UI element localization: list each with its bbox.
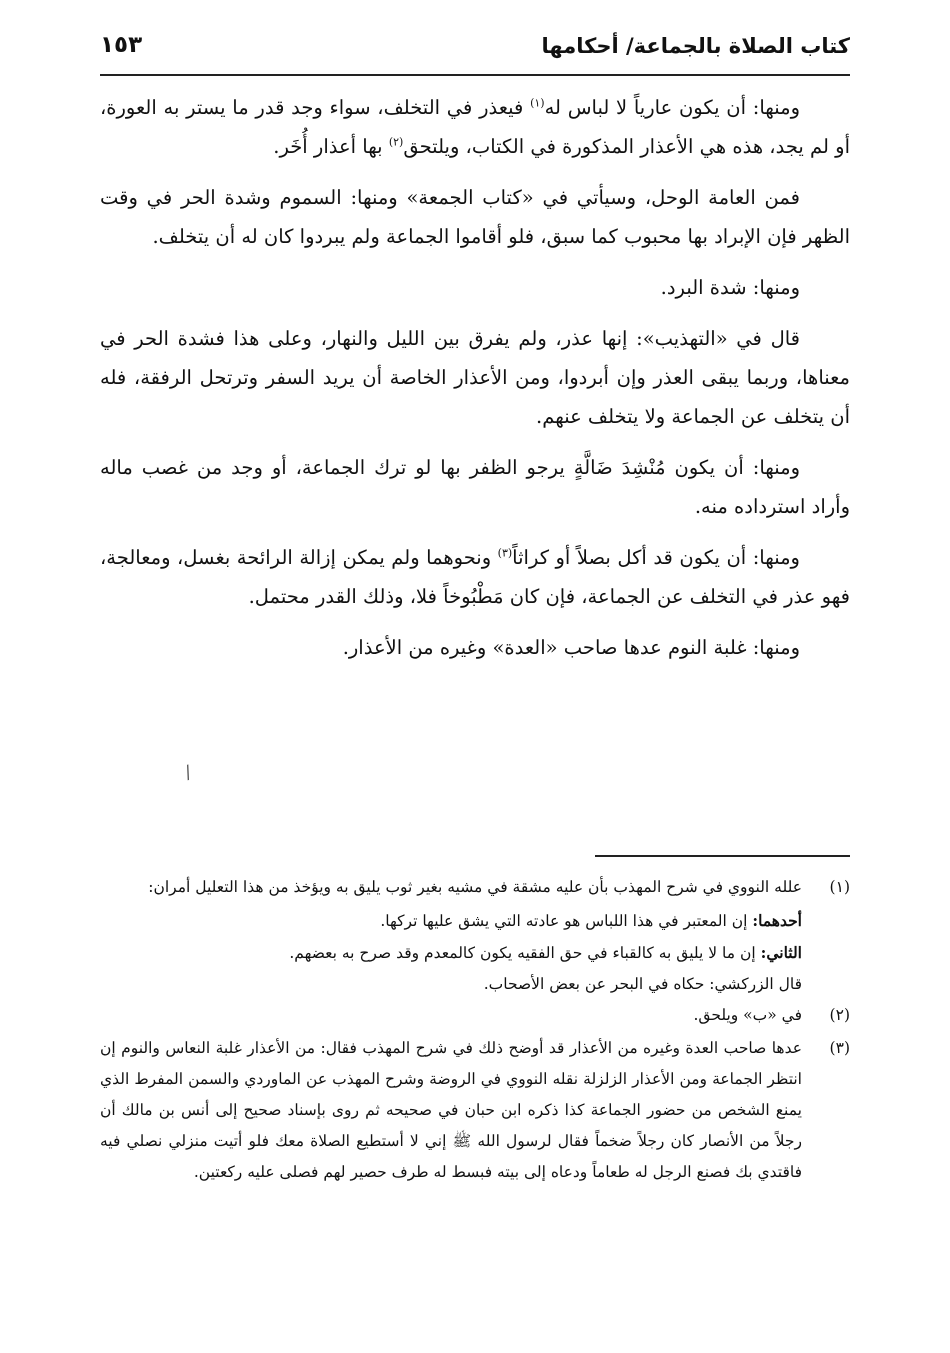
paragraph-text: بها أعذار أُخَر. [273,135,389,158]
footnote-number: (٢) [829,1006,850,1024]
paragraph-tahdhib: قال في «التهذيب»: إنها عذر، ولم يفرق بين الليل والنهار، وعلى هذا فشدة الحر في معناها، وربما يبقى العذر وإن أبردوا، ومن الأعذار الخاصة أن يريد السفر وترتحل الرفقة، فله أن يتخلف عن الجماعة ولا يتخلف عنهم. [100,327,850,428]
footnote-text: علله النووي في شرح المهذب بأن عليه مشقة في مشيه بغير ثوب يليق به ويؤخذ من هذا التعليل أمران: [148,878,802,896]
footnote-label: أحدهما: [752,911,802,930]
footnote-text: في «ب» ويلحق. [693,1006,802,1024]
chapter-title: كتاب الصلاة بالجماعة/ أحكامها [541,34,850,58]
paragraph-lost-item: ومنها: أن يكون مُنْشِدَ ضَالَّةٍ يرجو الظفر بها لو ترك الجماعة، أو وجد من غصب ماله وأراد استرداده منه. [100,456,850,518]
footnote-ref: (٢) [388,135,404,149]
paragraph-cold: ومنها: شدة البرد. [660,276,800,299]
footnote-ref: (١) [530,96,545,110]
running-header [100,28,850,76]
footnote-ref: (٣) [497,546,513,560]
footnotes [100,872,850,1190]
footnote-1-first [100,905,850,937]
footnote-separator [595,855,850,857]
footnote-text: إن المعتبر في هذا اللباس هو عادته التي يشق عليها تركها. [380,912,753,930]
footnote-text: إن ما لا يليق به كالقباء في حق الفقيه يكون كالمعدم وقد صرح به بعضهم. [289,944,761,962]
paragraph-text: ومنها: أن يكون عارياً لا لباس له [544,96,800,119]
paragraph-text: ونحوهما ولم يمكن إزالة الرائحة بغسل، ومعالجة، فهو عذر في التخلف عن الجماعة، فإن كان مَطْبُوخاً فلا، وذلك القدر محتمل. [100,546,850,608]
footnote-number: (١) [829,878,850,896]
footnote-number: (٣) [829,1039,850,1057]
footnote-label: الثاني: [760,943,802,962]
paragraph-mud-heat: فمن العامة الوحل، وسيأتي في «كتاب الجمعة» ومنها: السموم وشدة الحر في وقت الظهر فإن الإبراد بها محبوب كما سبق، فلو أقاموا الجماعة ولم يبردوا كان له أن يتخلف. [100,186,850,248]
footnote-text: عدها صاحب العدة وغيره من الأعذار قد أوضح ذلك في شرح المهذب فقال: من الأعذار غلبة النعاس والنوم إن انتظر الجماعة ومن الأعذار الزلزلة نقله النووي في الروضة وشرح المهذب عن الماوردي والسمن المفرط الذي يمنع الشخص من حضور الجماعة كذا ذكره ابن حبان في صحيحه ثم روى بإسناد صحيح إلى أنس بن مالك أن رجلاً من الأنصار كان رجلاً ضخماً فقال لرسول الله ﷺ إني لا أستطيع الصلاة معك فلو أتيت منزلي نصلي فيه فاقتدي بك فصنع الرجل له طعاماً ودعاه إلى بيته فبسط له طرف حصير لهم فصلى عليه ركعتين. [100,1039,802,1181]
footnote-1-second [100,937,850,969]
paragraph-onion [100,538,850,616]
footnote-2 [100,1000,850,1031]
page-number: ١٥٣ [100,32,143,58]
paragraph-text: فيعذر في التخلف، سواء وجد قدر ما يستر به العورة، أو لم يجد، هذه هي الأعذار المذكورة في الكتاب، ويلتحق [100,96,850,158]
main-text [100,88,850,679]
stray-pen-mark: ∕ [181,761,195,784]
footnote-1 [100,872,850,903]
paragraph-text: ومنها: أن يكون قد أكل بصلاً أو كراثاً [512,546,800,569]
paragraph-naked [100,88,850,166]
footnote-1-zarkashi: قال الزركشي: حكاه في البحر عن بعض الأصحاب. [483,975,802,993]
footnote-3 [100,1033,850,1188]
paragraph-sleep: ومنها: غلبة النوم عدها صاحب «العدة» وغيره من الأعذار. [342,636,800,659]
